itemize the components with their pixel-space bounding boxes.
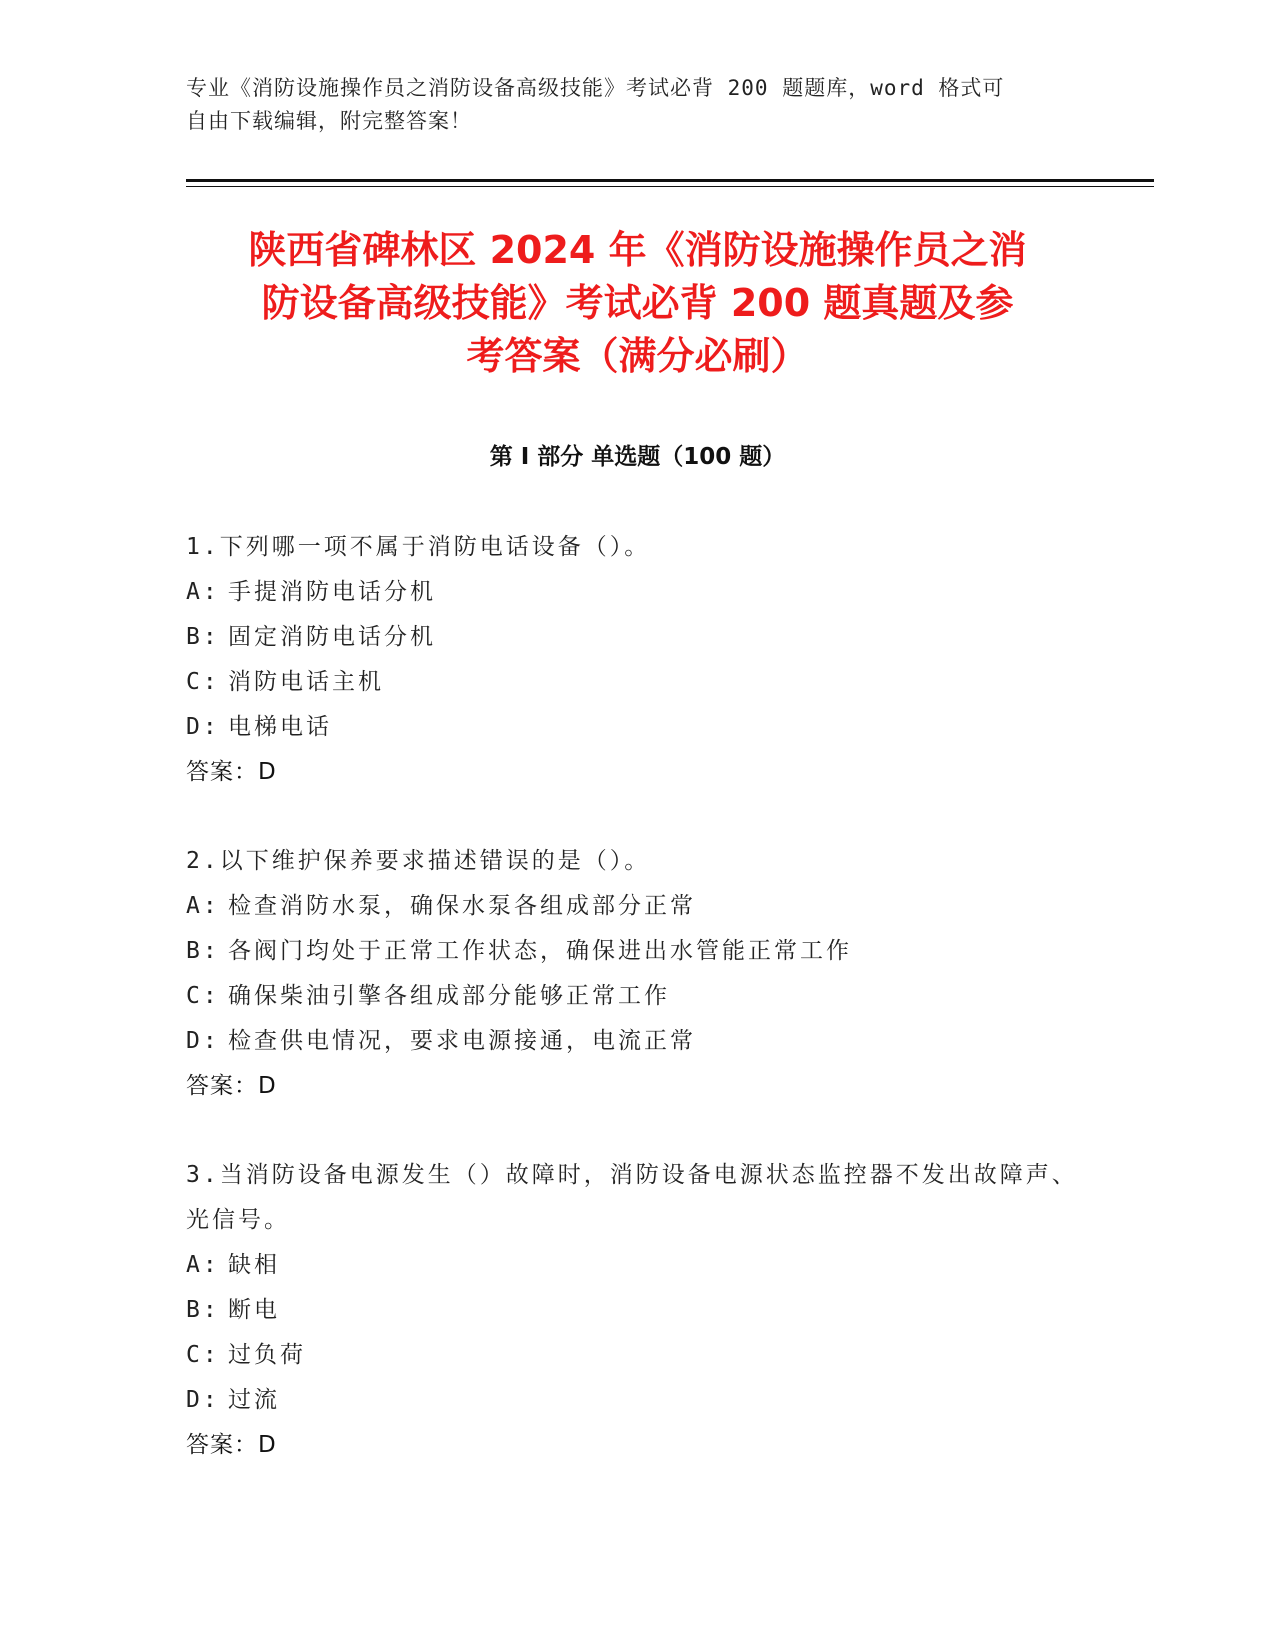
answer: 答案：D [186, 759, 277, 785]
option-d [186, 1019, 1086, 1064]
option-d [186, 1378, 1086, 1423]
option-text: 过流 [228, 1387, 280, 1413]
option-a [186, 1243, 1086, 1288]
question-2 [186, 839, 1086, 1109]
option-c [186, 974, 1086, 1019]
answer: 答案：D [186, 1073, 277, 1099]
option-b [186, 1288, 1086, 1333]
document-header-note [186, 72, 1066, 138]
option-text: 确保柴油引擎各组成部分能够正常工作 [228, 983, 670, 1009]
header-note-line-2: 自由下载编辑，附完整答案！ [186, 109, 472, 133]
question-stem: 2.以下维护保养要求描述错误的是（）。 [186, 848, 651, 874]
option-key: D: [186, 714, 220, 740]
section-title: 第 I 部分 单选题（100 题） [489, 444, 786, 470]
document-title-line-2: 防设备高级技能》考试必背 200 题真题及参 [261, 281, 1014, 325]
option-key: B: [186, 938, 220, 964]
option-key: C: [186, 1342, 220, 1368]
option-text: 手提消防电话分机 [228, 579, 436, 605]
option-text: 检查消防水泵，确保水泵各组成部分正常 [228, 893, 696, 919]
question-stem: 1.下列哪一项不属于消防电话设备（）。 [186, 534, 651, 560]
document-title-line-1: 陕西省碑林区 2024 年《消防设施操作员之消 [248, 228, 1027, 272]
option-key: B: [186, 1297, 220, 1323]
option-text: 检查供电情况，要求电源接通，电流正常 [228, 1028, 696, 1054]
option-a [186, 884, 1086, 929]
option-text: 断电 [228, 1297, 280, 1323]
answer: 答案：D [186, 1432, 277, 1458]
question-1 [186, 525, 1086, 795]
option-key: A: [186, 1252, 220, 1278]
option-key: D: [186, 1387, 220, 1413]
option-b [186, 615, 1086, 660]
header-note-line-1: 专业《消防设施操作员之消防设备高级技能》考试必背 200 题题库，word 格式可 [186, 76, 1005, 100]
option-text: 缺相 [228, 1252, 280, 1278]
question-3 [186, 1153, 1086, 1468]
option-text: 电梯电话 [228, 714, 332, 740]
header-divider-thick [186, 179, 1154, 182]
option-a [186, 570, 1086, 615]
document-title [170, 224, 1105, 383]
option-text: 过负荷 [228, 1342, 306, 1368]
option-key: D: [186, 1028, 220, 1054]
option-key: C: [186, 669, 220, 695]
option-key: A: [186, 579, 220, 605]
option-key: C: [186, 983, 220, 1009]
document-title-line-3: 考答案（满分必刷） [466, 334, 809, 378]
option-text: 固定消防电话分机 [228, 624, 436, 650]
option-key: B: [186, 624, 220, 650]
option-b [186, 929, 1086, 974]
option-text: 各阀门均处于正常工作状态，确保进出水管能正常工作 [228, 938, 852, 964]
option-d [186, 705, 1086, 750]
option-c [186, 660, 1086, 705]
option-key: A: [186, 893, 220, 919]
option-c [186, 1333, 1086, 1378]
question-stem: 3.当消防设备电源发生（）故障时，消防设备电源状态监控器不发出故障声、光信号。 [186, 1162, 1078, 1233]
header-divider-thin [186, 186, 1154, 187]
option-text: 消防电话主机 [228, 669, 384, 695]
question-list [186, 525, 1086, 1512]
